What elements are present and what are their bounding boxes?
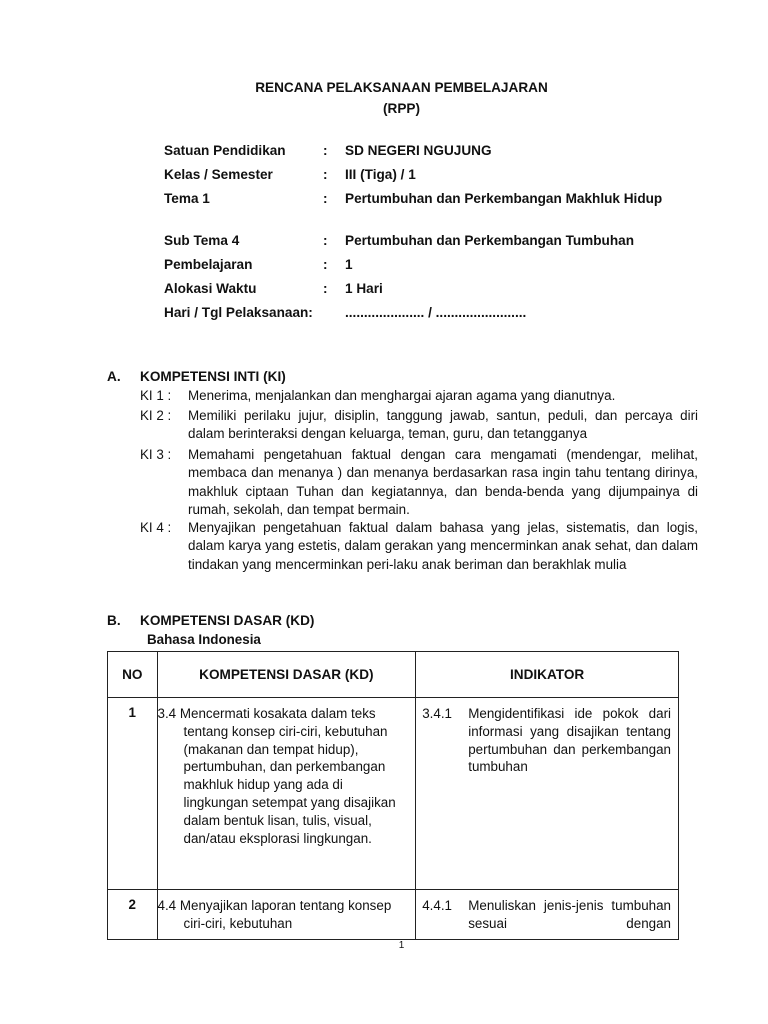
ki-item [140,407,698,444]
identity-label: Sub Tema 4 [164,233,240,248]
document-subtitle: (RPP) [382,101,420,116]
ki-code: KI 1 : [140,388,172,403]
identity-label: Pembelajaran [164,257,253,272]
table-header-row [108,652,679,698]
ki-code: KI 3 : [140,447,172,462]
table-cell-kd [157,890,416,940]
ki-text: Menerima, menjalankan dan menghargai ajaran agama yang dianutnya. [188,388,616,403]
ki-item [140,387,698,405]
indicator-block [416,890,678,939]
section-a-letter: A. [107,369,121,384]
table-cell-indicator [416,890,679,940]
identity-colon: : [323,257,328,272]
indicator-code: 3.4.1 [422,706,453,721]
identity-value: 1 Hari [345,281,383,296]
identity-value: III (Tiga) / 1 [345,167,416,182]
ki-text: Menyajikan pengetahuan faktual dalam bahasa yang jelas, sistematis, dan logis, dalam karya yang estetis, dalam gerakan yang mencerminkan anak sehat, dan dalam tindakan yang mencerminkan peri-laku anak beriman dan berakhlak mulia [188,520,698,572]
identity-colon: : [323,191,328,206]
indicator-code: 4.4.1 [422,898,453,913]
table-cell-no [108,698,158,890]
identity-colon: : [323,281,328,296]
kd-text: 4.4 Menyajikan laporan tentang konsep ciri-ciri, kebutuhan [157,898,392,931]
identity-colon: : [323,233,328,248]
kd-table [107,651,679,940]
subject-heading: Bahasa Indonesia [147,632,261,647]
table-row [108,890,679,940]
identity-value: Pertumbuhan dan Perkembangan Makhluk Hidup [345,191,663,206]
section-b-letter: B. [107,613,121,628]
identity-label: Satuan Pendidikan [164,143,286,158]
identity-label: Tema 1 [164,191,210,206]
identity-colon: : [323,167,328,182]
table-cell-indicator [416,698,679,890]
identity-value: SD NEGERI NGUJUNG [345,143,492,158]
table-header-indicator: INDIKATOR [416,652,679,698]
table-cell-kd [157,698,416,890]
ki-text: Memiliki perilaku jujur, disiplin, tanggung jawab, santun, peduli, dan percaya diri dalam berinteraksi dengan keluarga, teman, guru, dan tetangganya [188,408,698,442]
identity-label: Kelas / Semester [164,167,273,182]
page-number: 1 [398,940,405,951]
ki-text: Memahami pengetahuan faktual dengan cara mengamati (mendengar, melihat, membaca dan menanya ) dan menanya berdasarkan rasa ingin tahu tentang dirinya, makhluk ciptaan Tuhan dan kegiatannya, dan benda-benda yang dijumpainya di rumah, sekolah, dan tempat bermain. [188,447,698,518]
identity-value: ..................... / ........................ [345,305,527,320]
indicator-block [416,698,678,782]
section-a-title: KOMPETENSI INTI (KI) [140,369,286,384]
section-b-title: KOMPETENSI DASAR (KD) [140,613,315,628]
row-number: 1 [128,705,136,720]
table-cell-no [108,890,158,940]
table-header-kd: KOMPETENSI DASAR (KD) [157,652,416,698]
row-number: 2 [128,897,136,912]
indicator-text: Menuliskan jenis-jenis tumbuhan sesuai dengan [468,898,671,931]
identity-label: Alokasi Waktu [164,281,257,296]
ki-item [140,446,698,520]
indicator-text: Mengidentifikasi ide pokok dari informasi yang disajikan tentang pertumbuhan dan perkembangan tumbuhan [468,706,671,775]
table-header-no: NO [108,652,158,698]
identity-colon: : [323,143,328,158]
document-title: RENCANA PELAKSANAAN PEMBELAJARAN [255,80,548,95]
ki-code: KI 2 : [140,408,172,423]
ki-code: KI 4 : [140,520,172,535]
table-row [108,698,679,890]
ki-item [140,519,698,574]
identity-label: Hari / Tgl Pelaksanaan: [164,305,313,320]
identity-value: Pertumbuhan dan Perkembangan Tumbuhan [345,233,635,248]
kd-text: 3.4 Mencermati kosakata dalam teks tentang konsep ciri-ciri, kebutuhan (makanan dan tempat hidup), pertumbuhan, dan perkembangan makhluk hidup yang ada di lingkungan setempat yang disajikan dalam bentuk lisan, tulis, visual, dan/atau eksplorasi lingkungan. [157,706,396,846]
identity-value: 1 [345,257,353,272]
